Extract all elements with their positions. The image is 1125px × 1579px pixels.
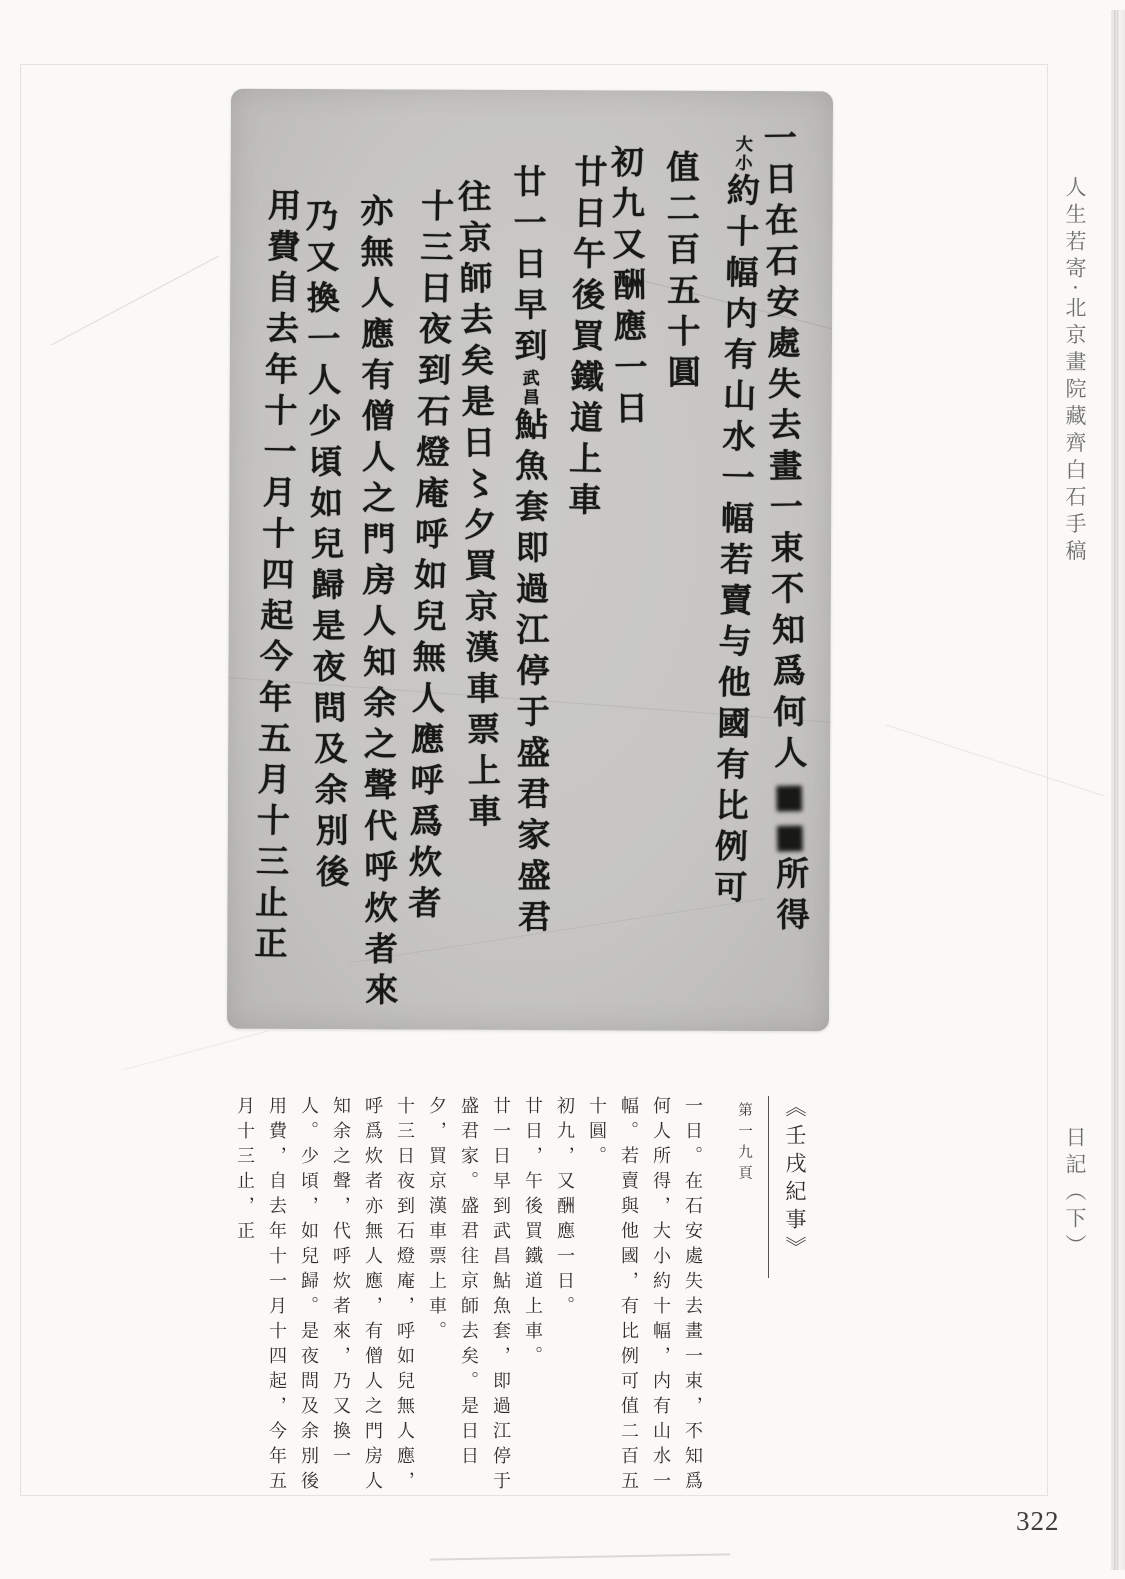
volume-label-vertical: 日記（下）	[1063, 1126, 1087, 1261]
scan-scratch-line	[430, 1553, 730, 1560]
manuscript-column	[402, 188, 459, 1013]
transcription-paragraph: 一日。在石安處失去畫一束，不知爲何人所得，大小約十幅，内有山水一幅。若賣與他國，有比例可值二百五十圓。	[586, 1096, 703, 1496]
handwriting-text: 亦無人應有僧人之門房人知余之聲代呼炊者來	[355, 193, 400, 1014]
handwriting-text: 鮎魚套即過江停于盛君家盛君	[509, 406, 553, 941]
manuscript-columns	[249, 105, 811, 1015]
manuscript-column	[661, 149, 709, 1015]
inserted-small-characters: 武昌	[518, 369, 539, 408]
transcription-block	[188, 1096, 810, 1496]
transcription-paragraph: 廿一日早到武昌鮎魚套，即過江停于盛君家。盛君往京師去矣。是日日夕，買京漢車票上車。	[426, 1096, 511, 1496]
manuscript-column	[355, 193, 403, 1014]
handwriting-text: 一日在石安處失去畫一束不知爲何人	[758, 119, 809, 777]
work-title: 《壬戌紀事》	[768, 1096, 810, 1278]
handwriting-text: 約十幅内有山水一幅若賣与他國有比例可	[708, 172, 762, 912]
manuscript-page-label: 第一九頁	[736, 1102, 752, 1186]
page-number: 322	[1016, 1506, 1060, 1536]
handwriting-text: 用費自去年十一月十四起今年五月十三止正	[249, 187, 303, 968]
handwriting-text: 往京師去矣是日〻夕買京漢車票上車	[452, 178, 503, 836]
handwriting-text: 初九又酬應一日	[605, 144, 650, 432]
manuscript-column	[758, 119, 817, 1015]
transcription-paragraph: 十三日夜到石燈庵，呼如兒無人應，呼爲炊者亦無人應，有僧人之門房人知余之聲，代呼炊者來，乃又換一人。少頃，如兒歸。是夜問及余別後用費，自去年十一月十四起，今年五月十三止，正	[234, 1096, 415, 1496]
manuscript-column	[300, 197, 357, 1013]
ink-blot: ■■	[769, 775, 810, 857]
book-title-vertical: 人生若寄·北京畫院藏齊白石手稿	[1063, 176, 1087, 567]
book-page-edge	[1103, 10, 1125, 1570]
manuscript-column	[508, 163, 556, 1014]
transcription-paragraph: 廿日，午後買鐵道上車。	[522, 1096, 543, 1371]
manuscript-column	[564, 154, 613, 1014]
handwriting-text: 值二百五十圓	[661, 149, 702, 396]
inserted-small-characters: 大小	[731, 134, 752, 174]
transcription-paragraph: 初九，又酬應一日。	[554, 1096, 575, 1321]
handwriting-text: 十三日夜到石燈庵呼如兒無人應呼爲炊者	[402, 188, 456, 927]
handwriting-text: 乃又換一人少頃如兒歸是夜問及余別後	[300, 197, 351, 896]
manuscript-column	[452, 178, 510, 1014]
manuscript-photo	[227, 89, 833, 1032]
handwriting-text: 廿日午後買鐵道上車	[563, 153, 609, 524]
manuscript-column	[249, 187, 306, 1013]
manuscript-column	[708, 134, 766, 1015]
handwriting-text: 所得	[770, 855, 812, 939]
manuscript-column	[605, 144, 663, 1014]
handwriting-text: 廿一日早到	[508, 163, 549, 370]
